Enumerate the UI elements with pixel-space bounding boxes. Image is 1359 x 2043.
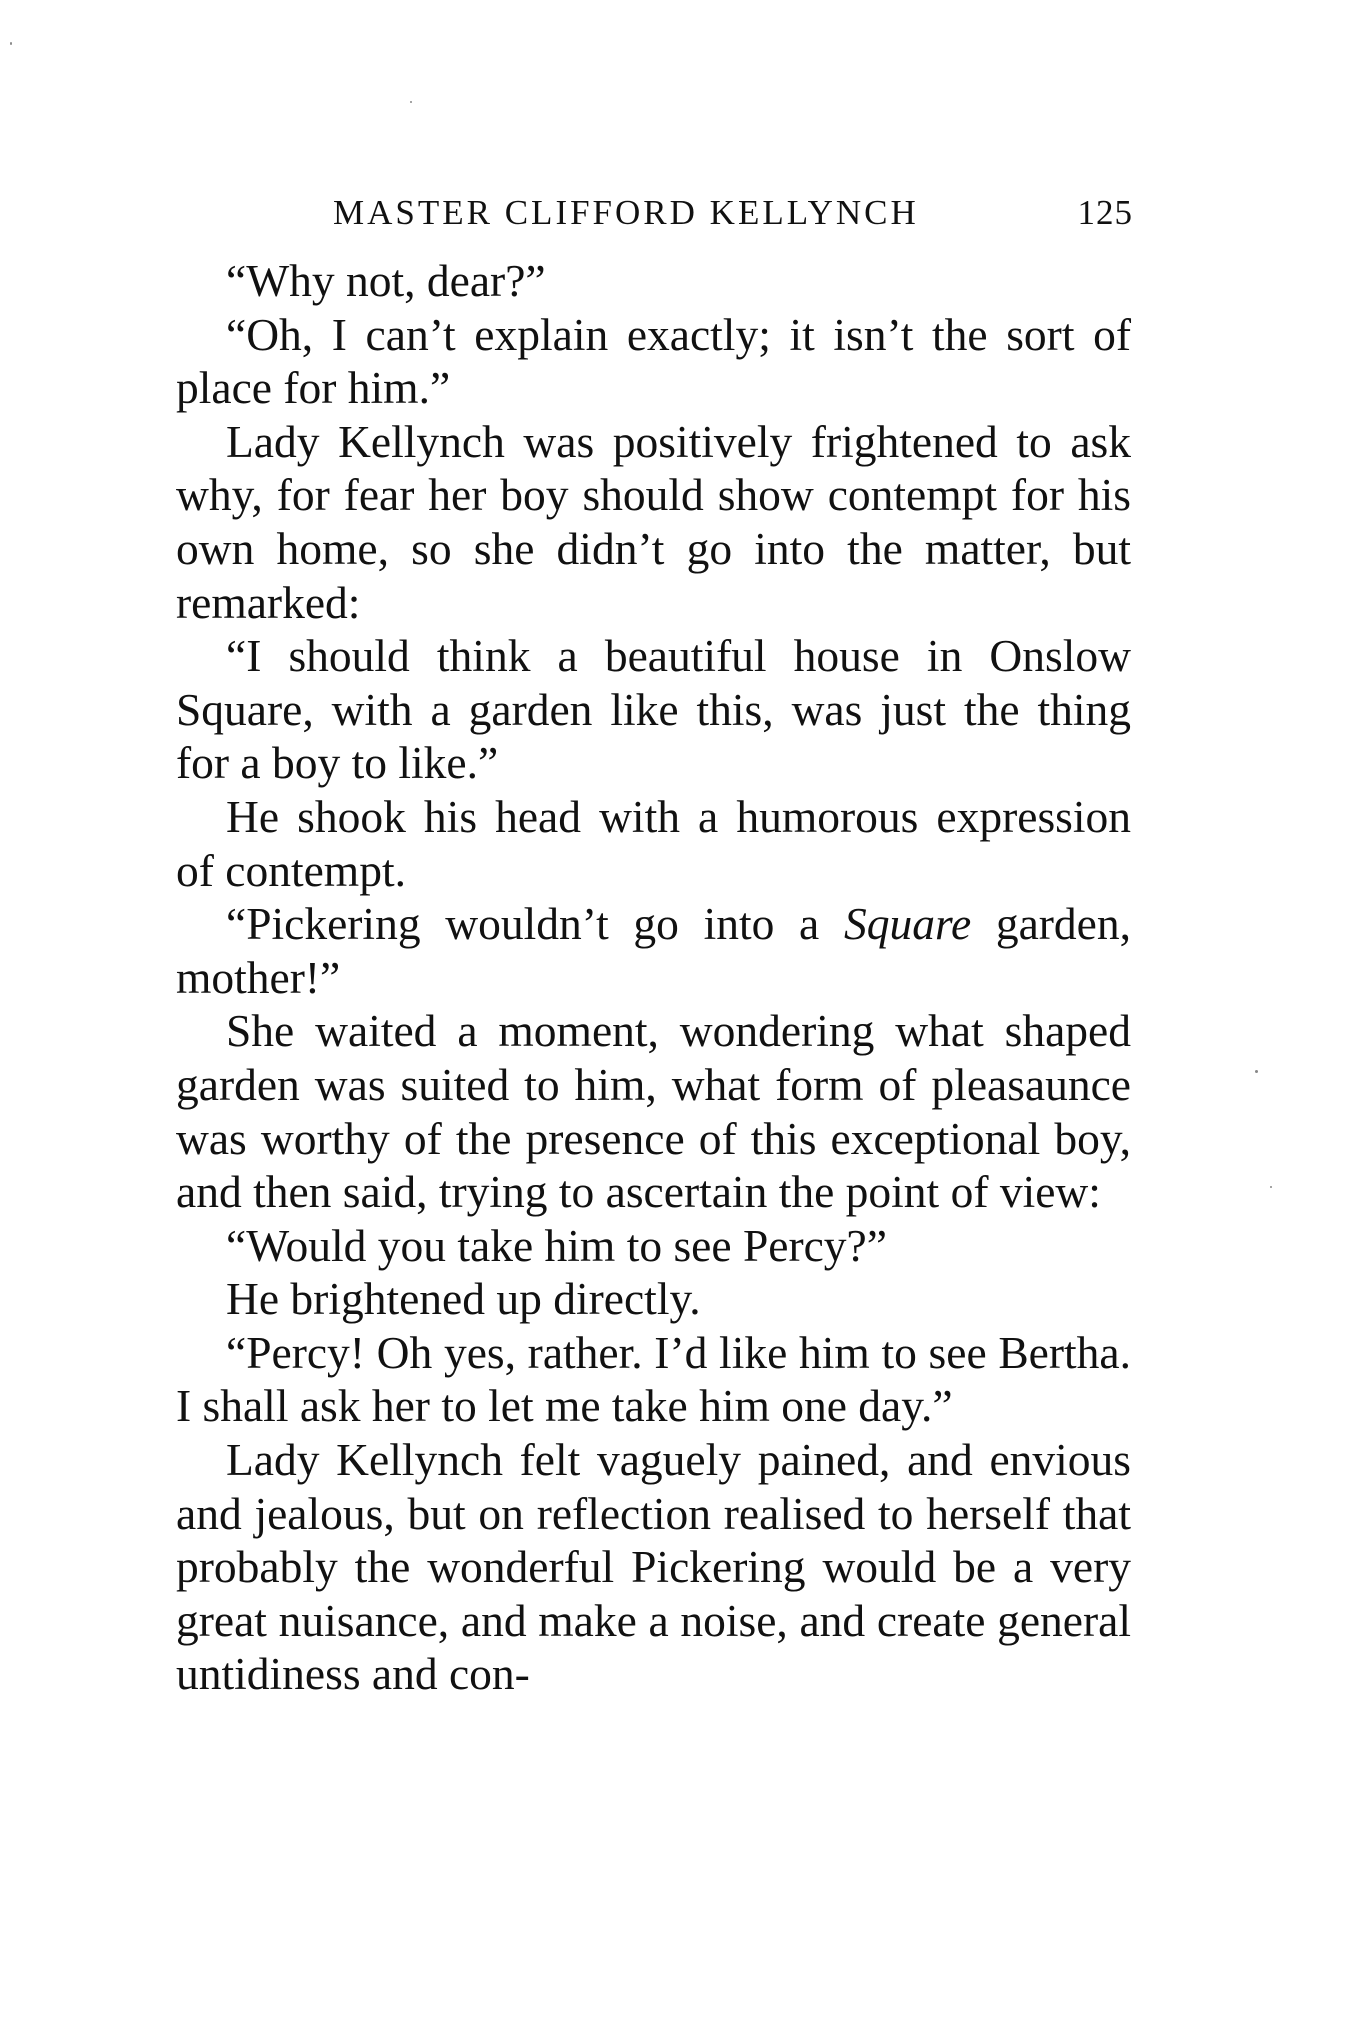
paragraph: “Percy! Oh yes, rather. I’d like him to see Bertha. I shall ask her to let me take him one day.”	[176, 1326, 1131, 1432]
paragraph: He brightened up directly.	[226, 1273, 701, 1325]
paragraph: Lady Kellynch was positively frightened to ask why, for fear her boy should show contempt for his own home, so she didn’t go into the matter, but remarked:	[176, 415, 1131, 628]
paragraph: “Why not, dear?”	[226, 255, 546, 306]
paragraph: “I should think a beautiful house in Onslow Square, with a garden like this, was just the thing for a boy to like.”	[176, 630, 1131, 789]
page-number: 125	[1077, 193, 1133, 232]
paper-speck	[1270, 1186, 1272, 1188]
paper-speck	[1255, 1070, 1258, 1073]
running-head	[333, 193, 1133, 243]
paragraph-text: “Pickering wouldn’t go into a	[226, 898, 844, 950]
body-text	[176, 254, 1131, 1701]
paragraph: Lady Kellynch felt vaguely pained, and envious and jealous, but on reflection realised to herself that probably the wonderful Pickering would be a very great nuisance, and make a noise, and create general untidiness and con-	[176, 1434, 1131, 1700]
paragraph-text: garden, mother!”	[176, 898, 1132, 1003]
paragraph: “Oh, I can’t explain exactly; it isn’t the sort of place for him.”	[176, 308, 1131, 414]
italic-text: Square	[843, 898, 972, 950]
paper-speck	[410, 101, 412, 103]
paper-speck	[10, 42, 12, 45]
paragraph: She waited a moment, wondering what shaped garden was suited to him, what form of pleasaunce was worthy of the presence of this exceptional boy, and then said, trying to ascertain the point of view:	[176, 1005, 1131, 1218]
running-title: MASTER CLIFFORD KELLYNCH	[333, 193, 919, 232]
paragraph: “Would you take him to see Percy?”	[226, 1219, 887, 1271]
paragraph	[176, 897, 1131, 1004]
paragraph: He shook his head with a humorous expression of contempt.	[176, 790, 1131, 896]
